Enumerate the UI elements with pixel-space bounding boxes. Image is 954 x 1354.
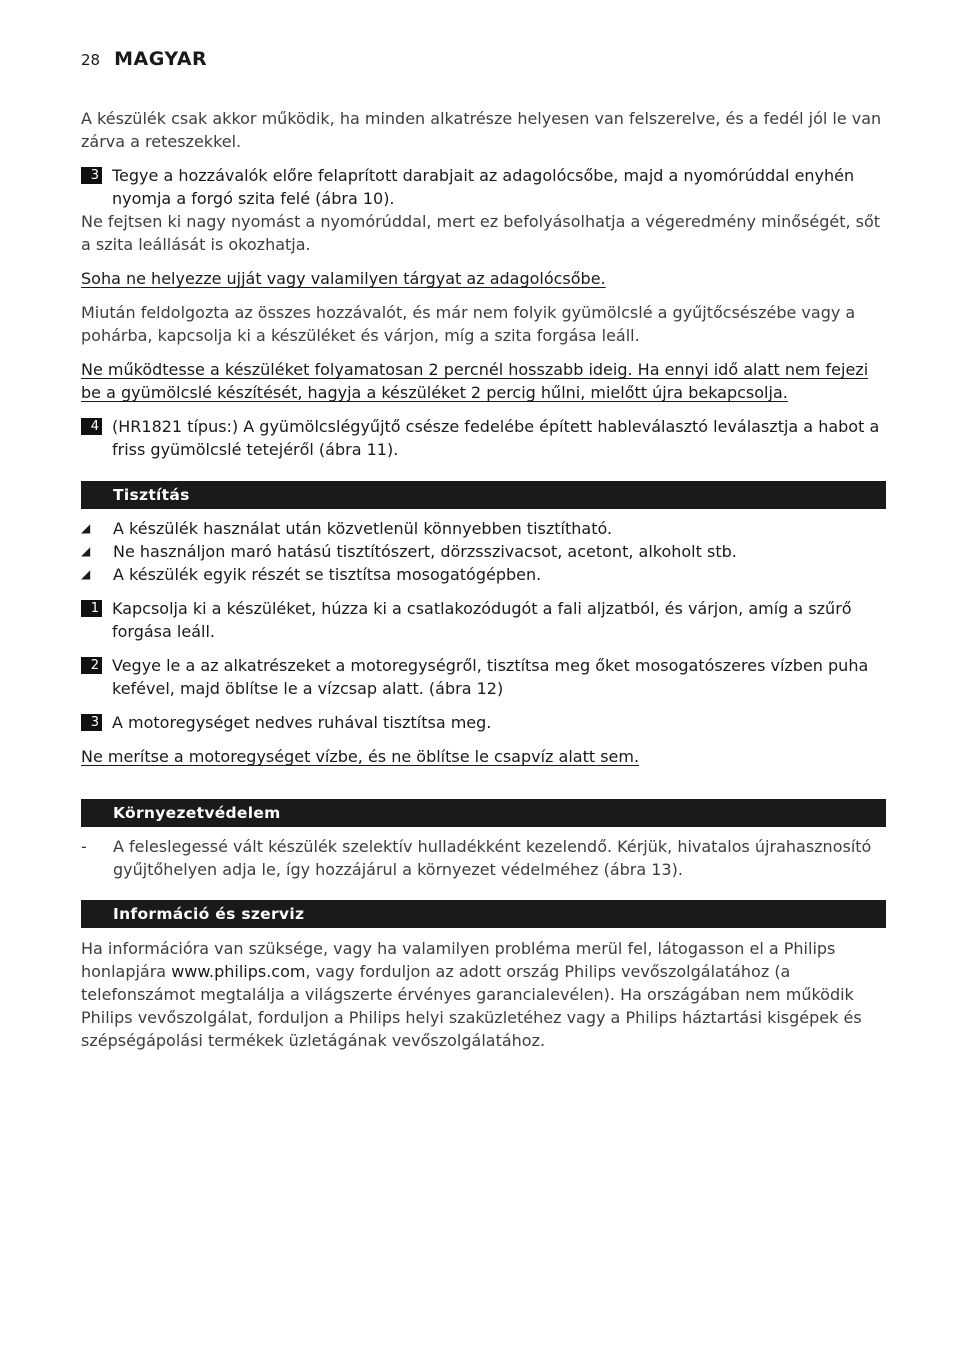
warning-fingers-line <box>81 267 886 290</box>
section-heading-info: Információ és szerviz <box>81 900 886 928</box>
step-number: 3 <box>81 714 102 731</box>
step-text: Vegye le a az alkatrészeket a motoregységről, tisztítsa meg őket mosogatószeres vízben puha kefével, majd öblítse le a vízcsap alatt. (ábra 12) <box>112 656 869 698</box>
bullet-text: A készülék használat után közvetlenül könnyebben tisztítható. <box>113 519 613 538</box>
triangle-bullet-icon: ◢ <box>81 521 91 535</box>
step-4-foam <box>81 415 886 461</box>
environment-item <box>81 835 886 881</box>
list-item <box>81 517 886 540</box>
step-text: Tegye a hozzávalók előre felaprított darabjait az adagolócsőbe, majd a nyomórúddal enyhén nyomja a forgó szita felé (ábra 10). <box>112 166 855 208</box>
bullet-text: A készülék egyik részét se tisztítsa mosogatógépben. <box>113 565 542 584</box>
list-item <box>81 540 886 563</box>
info-text-after: , vagy forduljon az adott ország Philips vevőszolgálatához (a telefonszámot megtalálja a világszerte érvényes garancialevélen). Ha országában nem működik Philips vevőszolgálat, forduljon a Philips helyi szaküzletéhez vagy a Philips háztartási kisgépek és szépségápolási termékek üzletágának vevőszolgálatához. <box>81 962 862 1050</box>
info-paragraph <box>81 937 886 1052</box>
philips-website-link[interactable]: www.philips.com <box>171 962 306 981</box>
section-heading-cleaning: Tisztítás <box>81 481 886 509</box>
triangle-bullet-icon: ◢ <box>81 544 91 558</box>
page-content <box>81 107 886 1052</box>
step-text: (HR1821 típus:) A gyümölcslégyűjtő csésze fedelébe épített hableválasztó leválasztja a habot a friss gyümölcslé tetejéről (ábra 11). <box>112 417 880 459</box>
list-item <box>81 563 886 586</box>
step-text: A motoregységet nedves ruhával tisztítsa meg. <box>112 713 492 732</box>
step-number: 2 <box>81 657 102 674</box>
dash-marker: - <box>81 837 87 856</box>
page-number: 28 <box>81 51 101 69</box>
step-number: 4 <box>81 418 102 435</box>
warning-water: Ne merítse a motoregységet vízbe, és ne öblítse le csapvíz alatt sem. <box>81 747 640 766</box>
note-after-processing: Miután feldolgozta az összes hozzávalót, és már nem folyik gyümölcslé a gyűjtőcsészébe vagy a pohárba, kapcsolja ki a készüléket és várjon, míg a szita forgása leáll. <box>81 303 856 345</box>
warning-continuous: Ne működtesse a készüléket folyamatosan 2 percnél hosszabb ideig. Ha ennyi idő alatt nem fejezi be a gyümölcslé készítését, hagyja a készüléket 2 percig hűlni, mielőtt újra bekapcsolja. <box>81 360 869 402</box>
warning-fingers: Soha ne helyezze ujját vagy valamilyen tárgyat az adagolócsőbe. <box>81 269 606 288</box>
triangle-bullet-icon: ◢ <box>81 567 91 581</box>
note-pressure: Ne fejtsen ki nagy nyomást a nyomórúddal, mert ez befolyásolhatja a végeredmény minőségét, sőt a szita leállását is okozhatja. <box>81 212 881 254</box>
environment-text: A feleslegessé vált készülék szelektív hulladékként kezelendő. Kérjük, hivatalos újrahasznosító gyűjtőhelyen adja le, így hozzájárul a környezet védelméhez (ábra 13). <box>113 837 872 879</box>
step-number: 1 <box>81 600 102 617</box>
step-text: Kapcsolja ki a készüléket, húzza ki a csatlakozódugót a fali aljzatból, és várjon, amíg a szűrő forgása leáll. <box>112 599 852 641</box>
cleaning-bullets <box>81 517 886 586</box>
cleaning-step-3 <box>81 711 886 734</box>
warning-continuous-line <box>81 358 886 404</box>
step-number: 3 <box>81 167 102 184</box>
bullet-text: Ne használjon maró hatású tisztítószert, dörzsszivacsot, acetont, alkoholt stb. <box>113 542 737 561</box>
page-header <box>81 48 207 72</box>
intro-paragraph: A készülék csak akkor működik, ha minden alkatrésze helyesen van felszerelve, és a fedél jól le van zárva a reteszekkel. <box>81 109 882 151</box>
section-heading-environment: Környezetvédelem <box>81 799 886 827</box>
cleaning-step-2 <box>81 654 886 700</box>
warning-water-line <box>81 745 886 768</box>
cleaning-step-1 <box>81 597 886 643</box>
info-text-before: Ha információra van szüksége, vagy ha valamilyen probléma merül fel, látogasson el a Philips honlapjára <box>81 939 836 981</box>
step-3-insert <box>81 164 886 210</box>
language-title: MAGYAR <box>114 48 208 70</box>
